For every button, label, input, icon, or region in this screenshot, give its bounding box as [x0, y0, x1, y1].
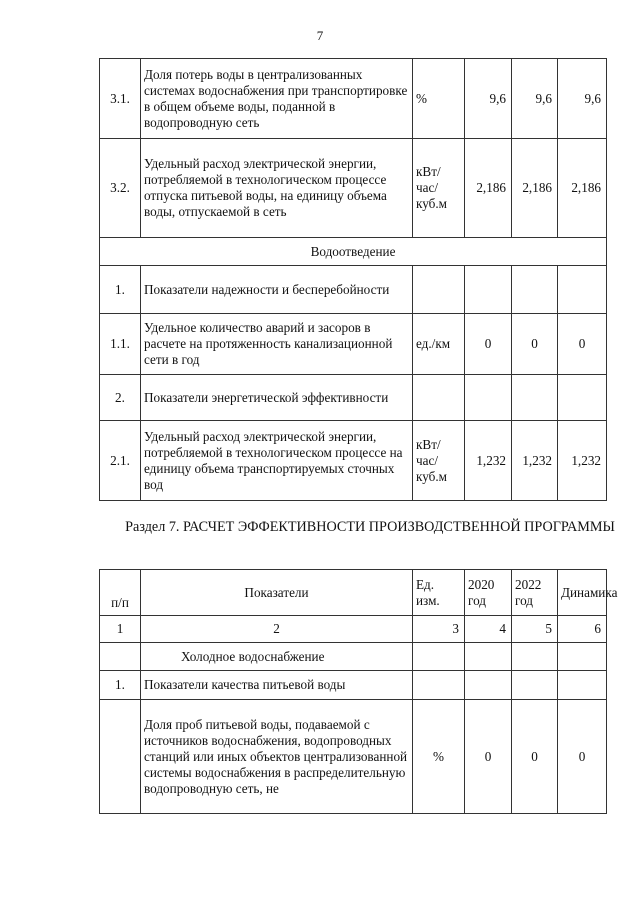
row-unit [413, 266, 465, 314]
section-title: Раздел 7. РАСЧЕТ ЭФФЕКТИВНОСТИ ПРОИЗВОДСТВЕННОЙ ПРОГРАММЫ [125, 519, 615, 535]
row-value-2021: 9,6 [512, 59, 558, 139]
header-year-2022: 2022 год [512, 570, 558, 616]
row-value-2020: 0 [465, 700, 512, 814]
row-number: 3.2. [100, 139, 141, 238]
table-row [100, 266, 607, 314]
index-cell: 1 [100, 616, 141, 643]
row-value-2021 [512, 266, 558, 314]
row-value-2020: 1,232 [465, 421, 512, 501]
row-value-2021: 1,232 [512, 421, 558, 501]
index-row [100, 616, 607, 643]
index-cell: 6 [558, 616, 607, 643]
row-number: 1. [100, 671, 141, 700]
table-row [100, 314, 607, 375]
indicators-table-continued [99, 58, 607, 501]
row-indicator: Удельный расход электрической энергии, потребляемой в технологическом процессе на единицу объема транспортируемых сточных вод [141, 421, 413, 501]
row-unit [413, 671, 465, 700]
row-number: 1.1. [100, 314, 141, 375]
row-value-2020: 0 [465, 314, 512, 375]
header-row [100, 570, 607, 616]
row-indicator: Доля потерь воды в централизованных системах водоснабжения при транспортировке в общем объеме воды, поданной в водопроводную сеть [141, 59, 413, 139]
row-number [100, 700, 141, 814]
row-value-2022 [558, 266, 607, 314]
index-cell: 5 [512, 616, 558, 643]
row-number: 3.1. [100, 59, 141, 139]
row-indicator: Доля проб питьевой воды, подаваемой с источников водоснабжения, водопроводных станций или иных объектов централизованной системы водоснабжения в распределительную водопроводную сеть, не [141, 700, 413, 814]
row-value-2020 [465, 671, 512, 700]
row-indicator: Удельное количество аварий и засоров в расчете на протяженность канализационной сети в год [141, 314, 413, 375]
table-row [100, 139, 607, 238]
row-unit: кВт/час/куб.м [413, 421, 465, 501]
row-value-2020: 9,6 [465, 59, 512, 139]
table-row [100, 375, 607, 421]
header-unit: Ед. изм. [413, 570, 465, 616]
row-value-2022: 2,186 [558, 139, 607, 238]
row-value-2022 [558, 375, 607, 421]
row-value-2022: 1,232 [558, 421, 607, 501]
row-indicator: Удельный расход электрической энергии, потребляемой в технологическом процессе отпуска питьевой воды, на единицу объема воды, отпускаемой в сеть [141, 139, 413, 238]
row-unit: ед./км [413, 314, 465, 375]
row-number: 2. [100, 375, 141, 421]
row-value-2022: 0 [512, 700, 558, 814]
row-indicator: Показатели надежности и бесперебойности [141, 266, 413, 314]
index-cell: 4 [465, 616, 512, 643]
row-value-2021: 0 [512, 314, 558, 375]
header-year-2020: 2020 год [465, 570, 512, 616]
index-cell: 3 [413, 616, 465, 643]
header-dynamics: Динамика [558, 570, 607, 616]
row-value-2020 [465, 266, 512, 314]
page-number: 7 [316, 28, 324, 43]
row-dynamics [558, 671, 607, 700]
efficiency-table [99, 569, 618, 814]
row-value-2022: 9,6 [558, 59, 607, 139]
row-unit: кВт/час/куб.м [413, 139, 465, 238]
row-value-2020: 2,186 [465, 139, 512, 238]
table-row [100, 421, 607, 501]
table-row [100, 59, 607, 139]
row-value-2021: 2,186 [512, 139, 558, 238]
row-unit [413, 375, 465, 421]
row-indicator: Показатели энергетической эффективности [141, 375, 413, 421]
row-unit: % [413, 700, 465, 814]
row-indicator: Показатели качества питьевой воды [141, 671, 413, 700]
section-heading: Холодное водоснабжение [141, 643, 413, 671]
section-row [100, 643, 607, 671]
row-value-2020 [465, 375, 512, 421]
table-row [100, 671, 607, 700]
row-value-2021 [512, 375, 558, 421]
row-value-2022 [512, 671, 558, 700]
index-cell: 2 [141, 616, 413, 643]
row-unit: % [413, 59, 465, 139]
section-heading: Водоотведение [100, 238, 607, 266]
table-row [100, 700, 607, 814]
section-row [100, 238, 607, 266]
row-dynamics: 0 [558, 700, 607, 814]
row-number: 1. [100, 266, 141, 314]
row-value-2022: 0 [558, 314, 607, 375]
header-number: п/п [100, 570, 141, 616]
header-indicators: Показатели [141, 570, 413, 616]
row-number: 2.1. [100, 421, 141, 501]
